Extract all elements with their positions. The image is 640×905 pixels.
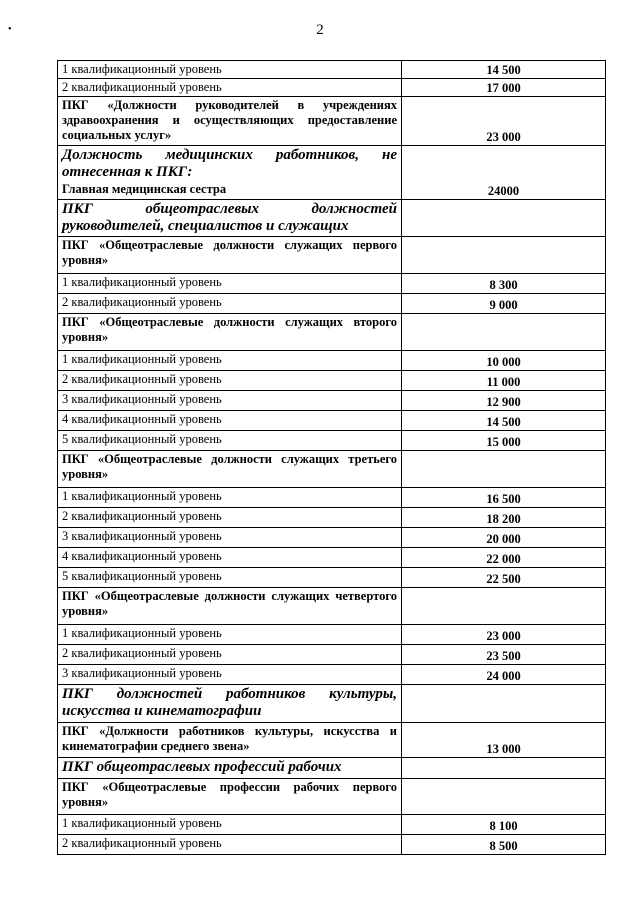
category-name-cell — [58, 97, 402, 146]
category-name: 5 квалификационный уровень — [62, 569, 222, 583]
table-row — [58, 685, 606, 723]
scan-mark: • — [8, 24, 12, 35]
category-name-cell — [58, 237, 402, 274]
salary-value: 17 000 — [402, 79, 606, 97]
table-row — [58, 528, 606, 548]
category-name: 1 квалификационный уровень — [62, 275, 222, 289]
salary-value — [402, 758, 606, 779]
salary-value: 24 000 — [402, 665, 606, 685]
page-number: 2 — [316, 22, 324, 38]
level-name-cell — [58, 431, 402, 451]
table-row — [58, 451, 606, 488]
table-row — [58, 815, 606, 835]
category-name: 1 квалификационный уровень — [62, 626, 222, 640]
category-name: 1 квалификационный уровень — [62, 352, 222, 366]
level-name-cell — [58, 568, 402, 588]
category-name: 3 квалификационный уровень — [62, 392, 222, 406]
category-name: ПКГ «Общеотраслевые должности служащих второго уровня» — [62, 315, 397, 344]
category-name-cell — [58, 451, 402, 488]
table-row — [58, 548, 606, 568]
salary-value: 23 500 — [402, 645, 606, 665]
category-name: ПКГ общеотраслевых должностей руководителей, специалистов и служащих — [62, 201, 397, 234]
level-name-cell — [58, 371, 402, 391]
level-name-cell — [58, 488, 402, 508]
salary-value — [402, 200, 606, 237]
salary-value: 23 000 — [402, 625, 606, 645]
category-name: Должность медицинских работников, не отнесенная к ПКГ: — [62, 147, 397, 180]
level-name-cell — [58, 815, 402, 835]
salary-value: 22 000 — [402, 548, 606, 568]
salary-table-body — [58, 61, 606, 855]
salary-value — [402, 588, 606, 625]
level-name-cell — [58, 61, 402, 79]
category-name: ПКГ «Общеотраслевые должности служащих четвертого уровня» — [62, 589, 397, 618]
table-row — [58, 588, 606, 625]
table-row — [58, 508, 606, 528]
table-row — [58, 665, 606, 685]
level-name-cell — [58, 625, 402, 645]
salary-value: 20 000 — [402, 528, 606, 548]
table-row — [58, 779, 606, 815]
table-row — [58, 351, 606, 371]
category-name: 1 квалификационный уровень — [62, 62, 222, 76]
table-row — [58, 294, 606, 314]
table-row — [58, 146, 606, 200]
category-name: ПКГ «Общеотраслевые профессии рабочих первого уровня» — [62, 780, 397, 809]
salary-value: 8 300 — [402, 274, 606, 294]
table-row — [58, 391, 606, 411]
category-name: 2 квалификационный уровень — [62, 80, 222, 94]
table-row — [58, 431, 606, 451]
level-name-cell — [58, 835, 402, 855]
category-name: 2 квалификационный уровень — [62, 372, 222, 386]
category-name: 5 квалификационный уровень — [62, 432, 222, 446]
category-name: 2 квалификационный уровень — [62, 295, 222, 309]
category-name-cell — [58, 723, 402, 758]
category-name-cell — [58, 685, 402, 723]
level-name-cell — [58, 548, 402, 568]
category-name: 2 квалификационный уровень — [62, 646, 222, 660]
table-row — [58, 758, 606, 779]
table-row — [58, 645, 606, 665]
level-name-cell — [58, 294, 402, 314]
category-name: 4 квалификационный уровень — [62, 549, 222, 563]
category-name: 4 квалификационный уровень — [62, 412, 222, 426]
level-name-cell — [58, 645, 402, 665]
salary-value: 23 000 — [402, 97, 606, 146]
salary-value: 10 000 — [402, 351, 606, 371]
category-name: 1 квалификационный уровень — [62, 489, 222, 503]
table-row — [58, 371, 606, 391]
table-row — [58, 237, 606, 274]
category-name: ПКГ «Общеотраслевые должности служащих первого уровня» — [62, 238, 397, 267]
category-name: 3 квалификационный уровень — [62, 529, 222, 543]
category-name-cell — [58, 588, 402, 625]
salary-value — [402, 314, 606, 351]
salary-value: 18 200 — [402, 508, 606, 528]
salary-value — [402, 779, 606, 815]
salary-value: 16 500 — [402, 488, 606, 508]
level-name-cell — [58, 508, 402, 528]
level-name-cell — [58, 411, 402, 431]
table-row — [58, 723, 606, 758]
category-name: 3 квалификационный уровень — [62, 666, 222, 680]
salary-value: 24000 — [402, 146, 606, 200]
category-name: ПКГ общеотраслевых профессий рабочих — [62, 759, 342, 775]
category-name: ПКГ «Должности руководителей в учреждениях здравоохранения и осуществляющих предоставление социальных услуг» — [62, 98, 397, 142]
category-name: ПКГ должностей работников культуры, искусства и кинематографии — [62, 686, 397, 719]
salary-table — [57, 60, 606, 855]
category-name: 2 квалификационный уровень — [62, 509, 222, 523]
category-name-cell — [58, 200, 402, 237]
table-row — [58, 568, 606, 588]
level-name-cell — [58, 528, 402, 548]
salary-value: 11 000 — [402, 371, 606, 391]
table-row — [58, 835, 606, 855]
salary-value: 15 000 — [402, 431, 606, 451]
table-row — [58, 97, 606, 146]
salary-value: 14 500 — [402, 61, 606, 79]
level-name-cell — [58, 274, 402, 294]
table-row — [58, 61, 606, 79]
salary-value — [402, 237, 606, 274]
category-name-cell — [58, 314, 402, 351]
category-name: 2 квалификационный уровень — [62, 836, 222, 850]
salary-value — [402, 451, 606, 488]
salary-value — [402, 685, 606, 723]
level-name-cell — [58, 391, 402, 411]
category-name-cell — [58, 779, 402, 815]
salary-value: 13 000 — [402, 723, 606, 758]
table-row — [58, 411, 606, 431]
salary-value: 8 100 — [402, 815, 606, 835]
salary-value: 14 500 — [402, 411, 606, 431]
category-name: 1 квалификационный уровень — [62, 816, 222, 830]
salary-value: 22 500 — [402, 568, 606, 588]
level-name-cell — [58, 351, 402, 371]
level-name-cell — [58, 665, 402, 685]
salary-value: 12 900 — [402, 391, 606, 411]
table-row — [58, 314, 606, 351]
category-name: ПКГ «Общеотраслевые должности служащих третьего уровня» — [62, 452, 397, 481]
table-row — [58, 79, 606, 97]
salary-value: 9 000 — [402, 294, 606, 314]
level-name-cell — [58, 79, 402, 97]
salary-value: 8 500 — [402, 835, 606, 855]
table-row — [58, 625, 606, 645]
table-row — [58, 200, 606, 237]
category-name-cell — [58, 758, 402, 779]
position-name: Главная медицинская сестра — [62, 182, 227, 196]
table-row — [58, 488, 606, 508]
category-name: ПКГ «Должности работников культуры, искусства и кинематографии среднего звена» — [62, 724, 397, 753]
category-name-cell — [58, 146, 402, 200]
table-row — [58, 274, 606, 294]
